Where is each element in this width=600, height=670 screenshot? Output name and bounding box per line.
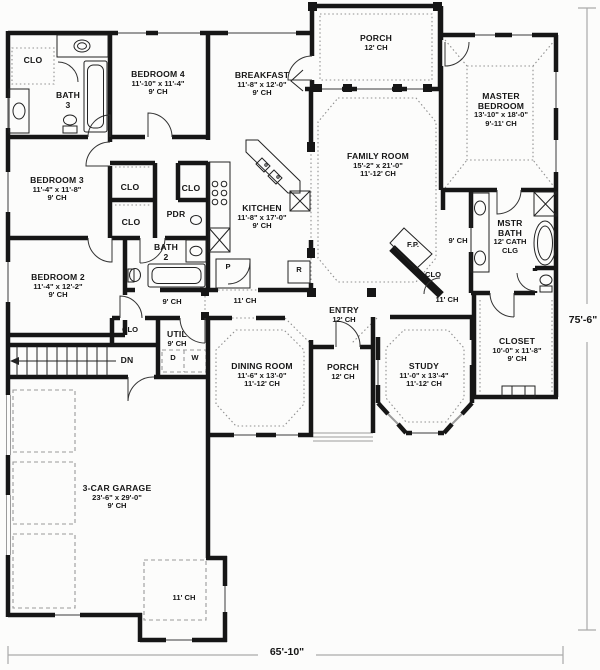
label-master-bedroom: MASTER BEDROOM 13'-10" x 18'-0" 9'-11' CH — [474, 91, 528, 128]
label-overall-width: 65'-10" — [267, 648, 307, 658]
label-range: R — [296, 265, 302, 274]
label-clo-bed3-upper: CLO — [120, 182, 140, 192]
label-pantry: P — [225, 262, 231, 271]
label-clo-bath3: CLO — [23, 55, 43, 65]
stairs-arrow — [10, 357, 19, 365]
garage-door-lines — [7, 395, 374, 555]
label-fireplace: F.P. — [406, 240, 420, 249]
label-stairs-dn: DN — [120, 355, 134, 365]
label-overall-depth: 75'-6" — [566, 316, 600, 326]
label-study: STUDY 11'-0" x 13'-4" 11'-12' CH — [399, 361, 449, 389]
label-clo-family: CLO — [424, 270, 442, 279]
label-garage: 3-CAR GARAGE 23'-6" x 29'-0" 9' CH — [82, 483, 152, 511]
label-rear-porch: PORCH 12' CH — [359, 33, 393, 52]
label-family-room: FAMILY ROOM 15'-2" x 21'-0" 11'-12' CH — [347, 151, 409, 179]
label-pdr: PDR — [166, 209, 186, 219]
label-clo-bed3-lower: CLO — [121, 217, 141, 227]
label-kitchen: KITCHEN 11'-8" x 17'-0" 9' CH — [237, 203, 287, 231]
label-bedroom4: BEDROOM 4 11'-10" x 11'-4" 9' CH — [131, 69, 185, 97]
label-front-porch: PORCH 12' CH — [326, 362, 360, 381]
label-washer: W — [191, 353, 199, 362]
label-util: UTIL 9' CH — [167, 329, 187, 348]
label-bath3: BATH 3 — [55, 90, 81, 110]
label-clo-stairs: CLO — [121, 325, 139, 334]
label-dining: DINING ROOM 11'-6" x 13'-0" 11'-12' CH — [231, 361, 293, 389]
label-hall-study: 11' CH — [435, 295, 459, 304]
label-bedroom3: BEDROOM 3 11'-4" x 11'-8" 9' CH — [30, 175, 84, 203]
label-entry: ENTRY 12' CH — [329, 305, 359, 324]
label-breakfast: BREAKFAST 11'-8" x 12'-0" 9' CH — [234, 70, 290, 98]
label-patio: 11' CH — [172, 593, 196, 602]
label-hall-dining: 11' CH — [233, 296, 257, 305]
label-closet: CLOSET 10'-0" x 11'-8" 9' CH — [492, 336, 542, 364]
label-hall-master: 9' CH — [448, 236, 468, 245]
label-hall-bedrooms: 9' CH — [162, 297, 182, 306]
label-bath2: BATH 2 — [153, 242, 179, 262]
label-dryer: D — [170, 353, 176, 362]
label-mstr-bath: MSTR BATH 12' CATH CLG — [493, 218, 527, 255]
label-bedroom2: BEDROOM 2 11'-4" x 12'-2" 9' CH — [31, 272, 85, 300]
label-clo-hall: CLO — [181, 183, 201, 193]
